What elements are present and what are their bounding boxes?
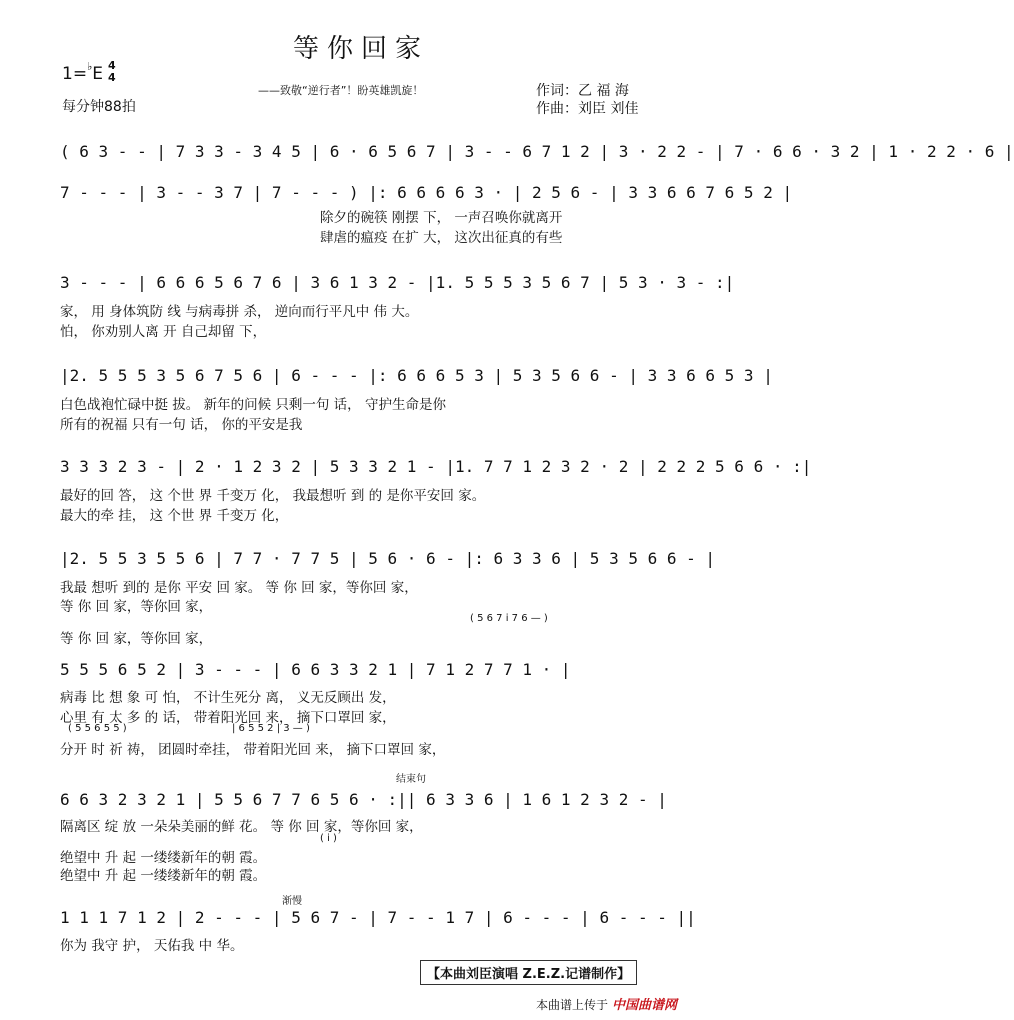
score-row-2-notes: 7 - - - | 3 - - 3 7 | 7 - - - ) |: 6 6 6 6 3 · | 2 5 6 - | 3 3 6 6 7 6 5 2 | [60, 183, 793, 202]
score-row-4-notes: |2. 5 5 5 3 5 6 7 5 6 | 6 - - - |: 6 6 6 5 3 | 5 3 5 6 6 - | 3 3 6 6 5 3 | [60, 366, 773, 385]
alt-notes-2: ( 5 5 6 5 5 ) [68, 723, 127, 734]
score-row-3-lyric-2: 怕， 你劝别人离 开 自己却留 下， [60, 324, 267, 340]
lyricist: 作词：乙 福 海 [536, 83, 629, 99]
site-logo[interactable]: 中国曲谱网 [612, 998, 678, 1013]
score-row-8-lyric-3: 绝望中 升 起 一缕缕新年的朝 霞。 [60, 868, 267, 884]
score-row-1-notes: ( 6 3 - - | 7 3 3 - 3 4 5 | 6 · 6 5 6 7 | 3 - - 6 7 1 2 | 3 · 2 2 - | 7 · 6 6 · 3 2 | 1 · 2 2 · 6 | [60, 142, 1014, 161]
score-row-3-notes: 3 - - - | 6 6 6 5 6 7 6 | 3 6 1 3 2 - |1. 5 5 5 3 5 6 7 | 5 3 · 3 - :| [60, 273, 735, 292]
score-row-2-lyric-2: 肆虐的瘟疫 在扩 大， 这次出征真的有些 [320, 230, 563, 246]
slowing-mark: 渐慢 [282, 896, 302, 907]
score-row-4-lyric-2: 所有的祝福 只有一句 话， 你的平安是我 [60, 417, 303, 433]
alt-notes-4: ( i ) [320, 833, 337, 844]
score-row-8-notes: 6 6 3 2 3 2 1 | 5 5 6 7 7 6 5 6 · :|| 6 3 3 6 | 1 6 1 2 3 2 - | [60, 790, 667, 809]
key-signature [62, 60, 104, 84]
credit-box: 【本曲刘臣演唱 Z.E.Z.记谱制作】 [420, 960, 637, 985]
score-row-9-lyric-1: 你为 我守 护， 天佑我 中 华。 [60, 938, 244, 954]
key-letter: E [92, 64, 104, 84]
score-row-5-lyric-1: 最好的回 答， 这 个世 界 千变万 化， 我最想听 到 的 是你平安回 家。 [60, 488, 486, 504]
score-row-6-lyric-2: 等 你 回 家，等你回 家， [60, 599, 213, 615]
subtitle: ——致敬“逆行者”！盼英雄凯旋！ [258, 84, 424, 97]
score-row-9-notes: 1 1 1 7 1 2 | 2 - - - | 5 6 7 - | 7 - - 1 7 | 6 - - - | 6 - - - || [60, 908, 696, 927]
alt-notes-3: | 6 5 5 2 | 3 — ) [232, 723, 310, 734]
score-row-6-lyric-1: 我最 想听 到的 是你 平安 回 家。 等 你 回 家，等你回 家， [60, 580, 418, 596]
score-row-7-lyric-3: 分开 时 祈 祷， 团圆时牵挂， 带着阳光回 来， 摘下口罩回 家， [60, 742, 446, 758]
score-row-7-lyric-2: 心里 有 太 多 的 话， 带着阳光回 来， 摘下口罩回 家， [60, 710, 396, 726]
flat-sign: ♭ [87, 60, 93, 73]
time-top: 4 [108, 59, 116, 72]
score-row-7-lyric-1: 病毒 比 想 象 可 怕， 不计生死分 离， 义无反顾出 发， [60, 690, 396, 706]
score-row-4-lyric-1: 白色战袍忙碌中挺 拔。 新年的问候 只剩一句 话， 守护生命是你 [60, 397, 446, 413]
score-row-8-lyric-2: 绝望中 升 起 一缕缕新年的朝 霞。 [60, 850, 267, 866]
score-row-6-lyric-3: 等 你 回 家，等你回 家， [60, 631, 213, 647]
composer: 作曲：刘臣 刘佳 [536, 101, 639, 117]
score-row-8-lyric-1: 隔离区 绽 放 一朵朵美丽的鲜 花。 等 你 回 家，等你回 家， [60, 819, 423, 835]
time-signature [108, 60, 116, 84]
upload-text: 本曲谱上传于 [536, 998, 609, 1012]
ending-label: 结束句 [396, 774, 426, 785]
score-row-2-lyric-1: 除夕的碗筷 刚摆 下， 一声召唤你就离开 [320, 210, 563, 226]
page-title: 等你回家 [292, 34, 429, 64]
score-row-3-lyric-1: 家， 用 身体筑防 线 与病毒拼 杀， 逆向而行平凡中 伟 大。 [60, 304, 419, 320]
tempo: 每分钟88拍 [62, 99, 136, 115]
score-row-7-notes: 5 5 5 6 5 2 | 3 - - - | 6 6 3 3 2 1 | 7 1 2 7 7 1 · | [60, 660, 571, 679]
score-row-6-notes: |2. 5 5 3 5 5 6 | 7 7 · 7 7 5 | 5 6 · 6 - |: 6 3 3 6 | 5 3 5 6 6 - | [60, 549, 716, 568]
score-row-5-lyric-2: 最大的牵 挂， 这 个世 界 千变万 化， [60, 508, 289, 524]
time-bottom: 4 [108, 71, 116, 84]
key-prefix: 1= [62, 64, 88, 84]
alt-notes-1: ( 5 6 7 i 7 6 — ) [470, 613, 548, 624]
score-row-5-notes: 3 3 3 2 3 - | 2 · 1 2 3 2 | 5 3 3 2 1 - |1. 7 7 1 2 3 2 · 2 | 2 2 2 5 6 6 · :| [60, 457, 812, 476]
